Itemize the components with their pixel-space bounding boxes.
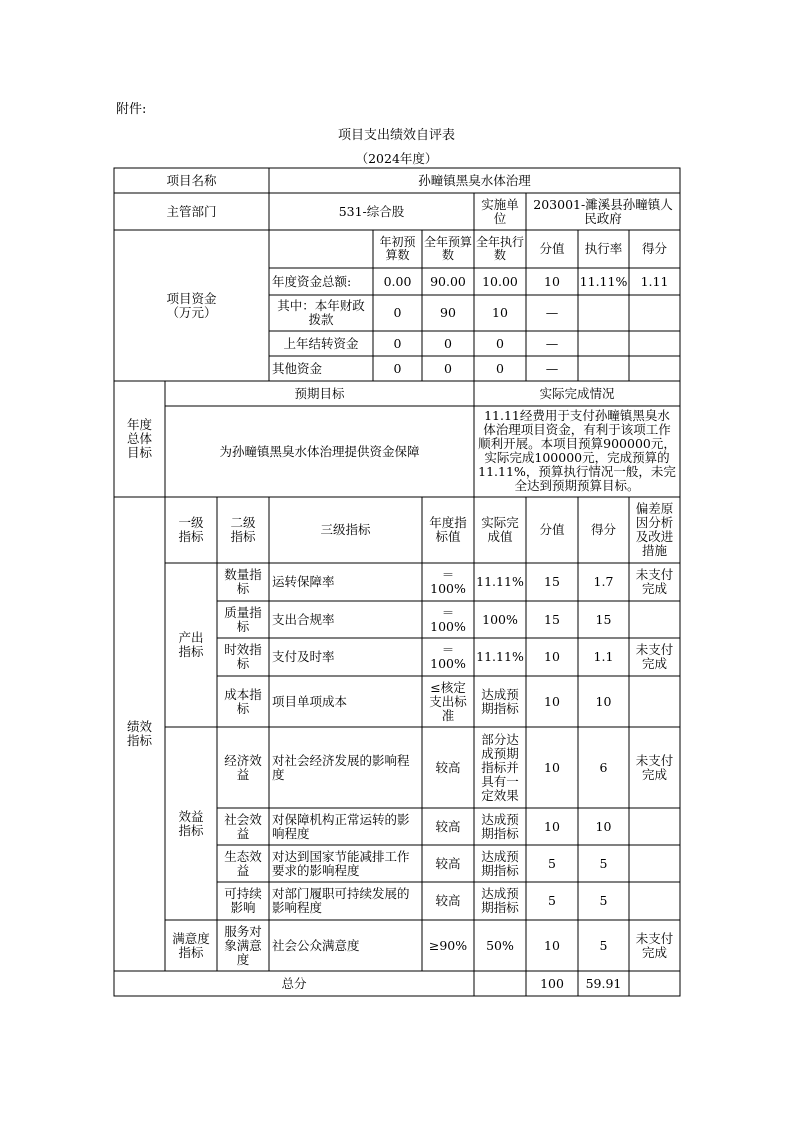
perf-score-got: 1.1 [593, 649, 614, 664]
perf-header: 年度指标值 [429, 515, 467, 544]
funds-cell: 0 [444, 360, 452, 376]
perf-target: 较高 [435, 759, 461, 775]
perf-actual: 11.11% [476, 574, 524, 589]
perf-target: 较高 [435, 893, 461, 908]
perf-score-value: 10 [544, 759, 560, 775]
perf-actual: 50% [486, 937, 514, 953]
perf-level2: 生态效益 [224, 848, 262, 878]
dept-value: 531-综合股 [338, 203, 405, 219]
perf-level2: 社会效益 [224, 811, 262, 841]
perf-level2: 质量指标 [224, 604, 262, 634]
funds-cell: 0 [393, 305, 402, 320]
perf-score-got: 1.7 [593, 574, 614, 589]
perf-header: 二级指标 [230, 515, 256, 544]
perf-score-value: 5 [548, 893, 556, 908]
perf-level3: 运转保障率 [272, 574, 335, 589]
funds-cell: — [545, 335, 559, 351]
perf-header: 三级指标 [320, 522, 371, 537]
funds-cell: 90 [440, 305, 456, 320]
project-name-value: 孙疃镇黑臭水体治理 [418, 172, 531, 188]
perf-score-got: 15 [595, 611, 612, 627]
funds-header: 分值 [539, 241, 565, 256]
funds-cell: — [545, 360, 559, 376]
funds-header: 得分 [641, 241, 667, 256]
perf-score-value: 15 [544, 611, 560, 627]
perf-score-got: 5 [599, 855, 608, 871]
perf-header: 一级指标 [178, 515, 204, 544]
funds-cell: 90.00 [430, 273, 466, 289]
perf-actual: 达成预期指标 [481, 886, 519, 915]
funds-cell: 0 [496, 360, 504, 376]
perf-actual: 达成预期指标 [481, 811, 519, 841]
goal-expected: 为孙疃镇黑臭水体治理提供资金保障 [219, 443, 420, 459]
perf-level3: 对部门履职可持续发展的影响程度 [272, 886, 410, 915]
perf-level3: 支付及时率 [272, 649, 335, 664]
perf-label: 绩效指标 [126, 719, 152, 748]
total-label: 总分 [281, 975, 307, 991]
funds-cell: 0 [496, 335, 504, 351]
total-score-got: 59.91 [585, 975, 622, 991]
funds-cell: 0 [393, 360, 402, 376]
funds-header: 年初预算数 [379, 235, 416, 262]
perf-header: 实际完成值 [481, 515, 519, 544]
funds-cell: 0 [444, 335, 452, 351]
perf-reason: 未支付完成 [635, 752, 674, 782]
funds-header: 全年执行数 [476, 235, 525, 262]
perf-target: 较高 [435, 818, 461, 834]
dept-label: 主管部门 [166, 203, 217, 219]
perf-group-satisfaction: 满意度指标 [172, 930, 210, 960]
perf-actual: 达成预期指标 [481, 848, 519, 878]
perf-score-value: 15 [544, 574, 560, 589]
funds-row-label: 上年结转资金 [283, 335, 359, 351]
funds-row-label: 其中：本年财政拨款 [277, 298, 365, 327]
perf-score-value: 5 [548, 855, 556, 871]
perf-level2: 可持续影响 [224, 886, 262, 915]
perf-actual: 11.11% [476, 649, 524, 664]
funds-cell: — [545, 305, 559, 320]
goal-actual-header: 实际完成情况 [539, 385, 615, 401]
perf-target: ≥90% [428, 937, 468, 953]
perf-score-got: 10 [595, 693, 612, 709]
perf-score-got: 5 [599, 937, 608, 953]
perf-actual: 部分达成预期指标并具有一定效果 [481, 731, 519, 803]
perf-score-value: 10 [544, 818, 560, 834]
project-name-label: 项目名称 [166, 172, 217, 188]
impl-value: 203001-濉溪县孙疃镇人民政府 [533, 196, 673, 226]
perf-level2: 数量指标 [224, 567, 262, 596]
funds-header: 执行率 [584, 241, 623, 256]
perf-reason: 未支付完成 [635, 930, 674, 960]
funds-cell: 10 [544, 273, 560, 289]
perf-target: 较高 [435, 855, 461, 871]
goal-label: 年度总体目标 [126, 417, 152, 460]
funds-label: 项目资金（万元） [166, 290, 217, 320]
year-subtitle: （2024年度） [355, 151, 438, 166]
impl-label: 实施单位 [481, 196, 519, 226]
perf-target: ＝100% [430, 642, 466, 671]
perf-header: 得分 [590, 522, 616, 537]
perf-score-got: 5 [599, 893, 608, 908]
perf-score-got: 10 [595, 818, 612, 834]
perf-level3: 项目单项成本 [272, 693, 348, 709]
perf-score-value: 10 [544, 649, 560, 664]
perf-level2: 服务对象满意度 [224, 923, 262, 967]
perf-score-value: 10 [544, 693, 560, 709]
perf-target: ＝100% [430, 604, 466, 634]
perf-level3: 支出合规率 [272, 611, 335, 627]
perf-group-benefit: 效益指标 [178, 808, 204, 838]
funds-cell: 11.11% [579, 273, 628, 289]
funds-cell: 10 [492, 305, 508, 320]
funds-cell: 10.00 [482, 273, 518, 289]
attachment-label: 附件: [116, 102, 147, 117]
funds-row-label: 其他资金 [272, 360, 323, 376]
perf-level2: 成本指标 [224, 686, 262, 716]
perf-actual: 达成预期指标 [481, 686, 519, 716]
funds-header: 全年预算数 [424, 235, 473, 262]
goal-expected-header: 预期目标 [294, 385, 345, 401]
goal-actual: 11.11经费用于支付孙疃镇黑臭水体治理项目资金，有利于该项工作顺利开展。本项目预算900000元，实际完成100000元，完成预算的11.11%，预算执行情况一般，未完全达到预期预算目标。 [478, 408, 676, 493]
funds-cell: 1.11 [640, 273, 669, 289]
perf-level2: 经济效益 [224, 752, 262, 782]
perf-level3: 社会公众满意度 [272, 937, 360, 953]
perf-header: 分值 [539, 522, 565, 537]
perf-level3: 对社会经济发展的影响程度 [272, 752, 410, 782]
perf-header: 偏差原因分析及改进措施 [635, 501, 674, 558]
total-score-value: 100 [540, 975, 564, 991]
perf-level3: 对保障机构正常运转的影响程度 [272, 811, 410, 841]
perf-group-output: 产出指标 [178, 630, 204, 659]
perf-score-value: 10 [544, 937, 560, 953]
perf-target: ≤核定支出标准 [429, 679, 467, 723]
perf-score-got: 6 [599, 759, 608, 775]
perf-level2: 时效指标 [224, 642, 262, 671]
funds-row-label: 年度资金总额: [272, 273, 352, 289]
perf-actual: 100% [482, 611, 518, 627]
funds-cell: 0 [393, 335, 402, 351]
perf-level3: 对达到国家节能减排工作要求的影响程度 [272, 848, 410, 878]
page-title: 项目支出绩效自评表 [337, 128, 455, 143]
perf-reason: 未支付完成 [635, 567, 674, 596]
funds-cell: 0.00 [383, 273, 412, 289]
perf-reason: 未支付完成 [635, 642, 674, 671]
perf-target: ＝100% [430, 567, 466, 596]
